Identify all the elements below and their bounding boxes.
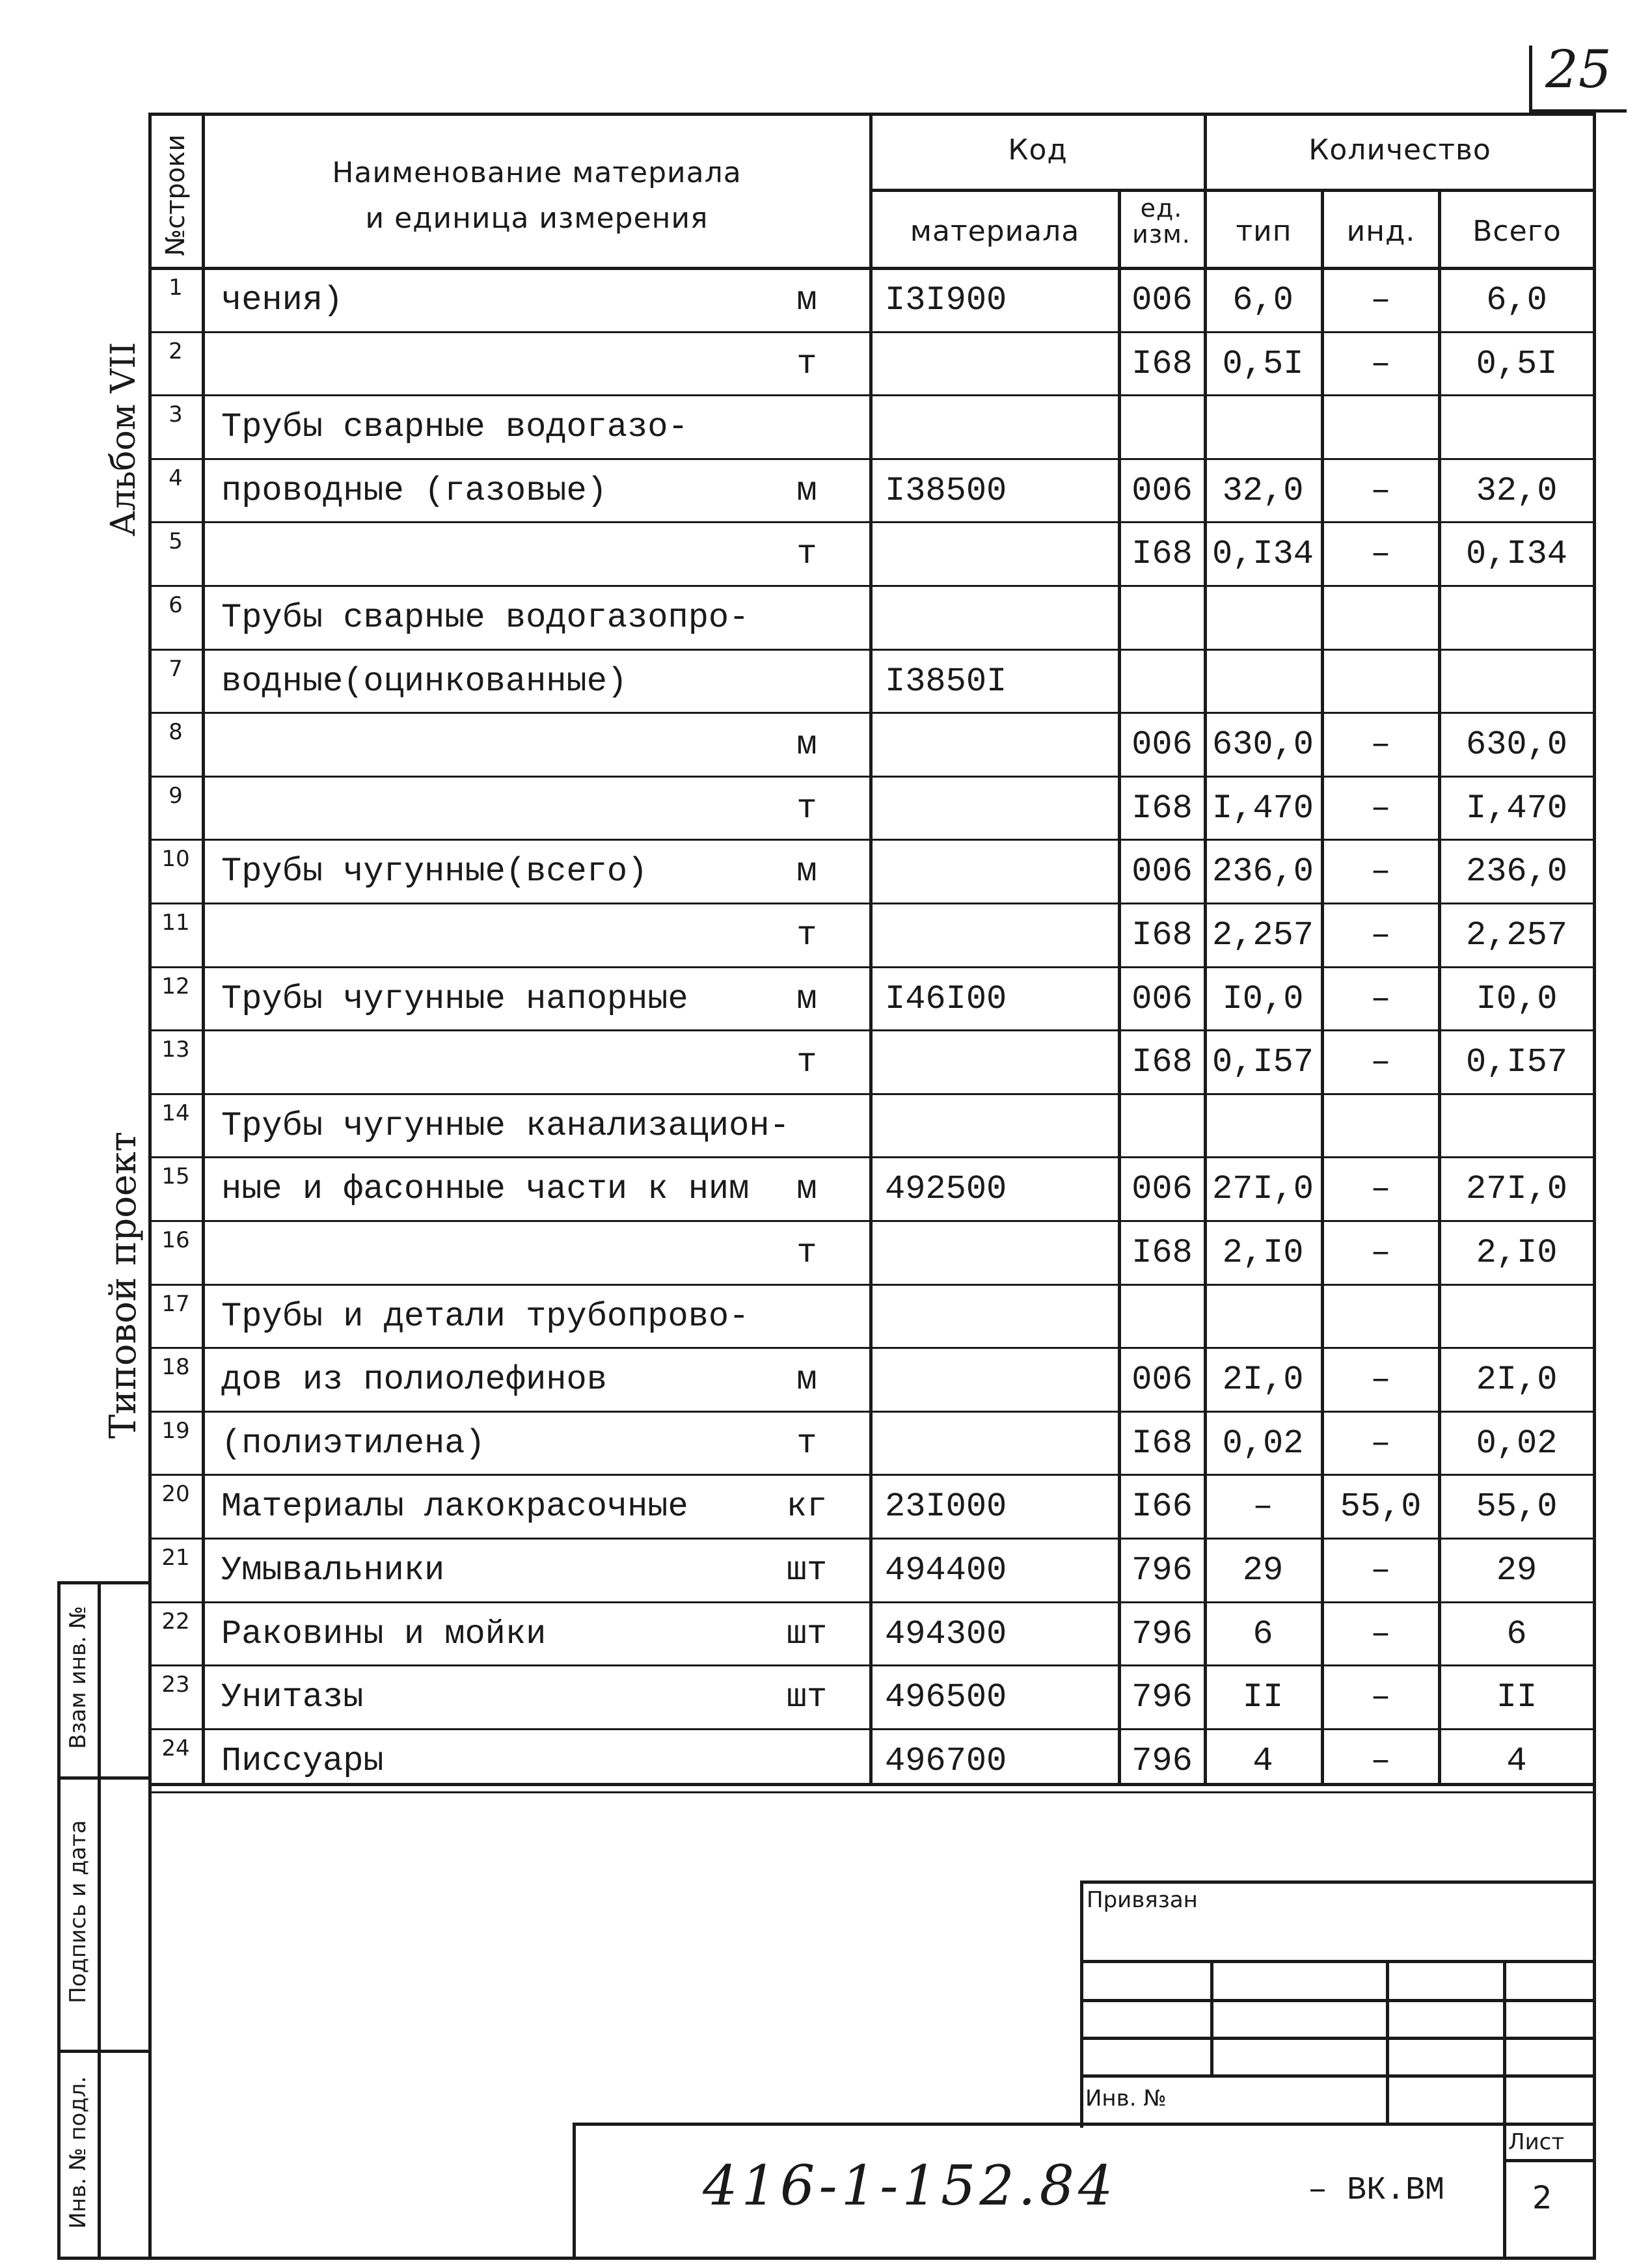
row-number: 9 [169,782,183,809]
material-code: I46I00 [885,979,1007,1018]
qty-ind: – [1370,1614,1391,1653]
material-name: Трубы чугунные напорные [221,979,688,1018]
qty-type: 0,02 [1222,1424,1304,1463]
unit-code: 006 [1131,1170,1193,1209]
stamp-doc-number: 416-1-152.84 [703,2154,1117,2218]
unit-code: I68 [1131,344,1193,383]
unit-code: 796 [1131,1678,1193,1717]
row-number: 4 [169,465,183,491]
row-number: 21 [161,1545,190,1571]
stamp-grid-h3 [1080,2037,1596,2040]
row-separator [148,712,1596,714]
material-code: 496700 [885,1741,1007,1780]
qty-ind: – [1370,852,1391,891]
row-number: 6 [169,592,183,618]
stamp-grid-h2 [1080,1999,1596,2002]
row-number: 11 [161,910,190,936]
unit-code: 796 [1131,1551,1193,1590]
qty-type: 29 [1242,1551,1284,1590]
qty-total: 6,0 [1486,281,1547,319]
unit-code: I68 [1131,916,1193,955]
stamp-title-top [573,2123,1596,2126]
material-name: Раковины и мойки [221,1614,547,1653]
qty-total: 27I,0 [1465,1170,1568,1209]
unit-code: 006 [1131,979,1193,1018]
material-code: 494400 [885,1551,1007,1590]
row-number: 5 [169,528,183,555]
stamp-title-left [573,2123,576,2260]
row-number: 17 [161,1290,190,1317]
unit-code: I68 [1131,789,1193,828]
qty-type: 6 [1253,1614,1273,1653]
stamp-doc-suffix: – ВК.ВМ [1308,2172,1445,2209]
material-unit: т [796,1043,817,1082]
qty-type: I0,0 [1222,979,1304,1018]
header-qty-ind: инд. [1346,215,1416,248]
qty-total: 2,I0 [1476,1234,1558,1272]
material-name: Писсуары [221,1741,384,1780]
side-label-project: Типовой проект [102,1131,144,1439]
qty-ind: – [1370,1234,1391,1272]
material-unit: т [796,1234,817,1272]
unit-code: 796 [1131,1741,1193,1780]
material-name: Материалы лакокрасочные [221,1487,688,1527]
row-separator [148,1538,1596,1540]
material-name: проводные (газовые) [221,471,607,510]
page-number-divider [1529,46,1532,111]
qty-type: 0,I34 [1212,535,1314,574]
material-code: I38500 [885,471,1007,510]
material-unit: т [796,344,817,383]
material-name: дов из полиолефинов [221,1361,607,1400]
material-code: 494300 [885,1614,1007,1653]
row-separator [148,585,1596,587]
qty-type: 32,0 [1222,471,1304,510]
material-unit: м [796,1170,817,1209]
row-number: 15 [161,1163,190,1190]
qty-ind: – [1370,1170,1391,1209]
row-separator [148,776,1596,778]
header-subrule [871,189,1596,192]
row-number: 24 [161,1735,190,1761]
row-separator [148,1411,1596,1413]
row-number: 10 [161,846,190,873]
qty-total: II [1496,1678,1537,1717]
header-name-line2: и единица измерения [365,202,709,235]
material-code: I3850I [885,662,1007,701]
row-separator [148,1156,1596,1158]
qty-type: 236,0 [1212,852,1314,891]
material-name: Трубы чугунные(всего) [221,852,648,891]
row-separator [148,521,1596,523]
unit-code: 796 [1131,1614,1193,1653]
stamp-grid-h1 [1080,1960,1596,1963]
qty-total: 2I,0 [1476,1361,1558,1400]
material-name: Трубы чугунные канализацион- [221,1106,790,1145]
unit-code: I68 [1131,1424,1193,1463]
stamp-grid-v2 [1386,1960,1389,2123]
left-stamp-label-vzam: Взам инв. № [65,1605,91,1750]
qty-ind: – [1370,789,1391,828]
row-separator [148,1728,1596,1730]
qty-type: 0,5I [1222,344,1304,383]
row-separator [148,1791,1596,1793]
table-body-bottom [148,1783,1596,1786]
table-right-border [1593,113,1596,2260]
qty-total: 0,I34 [1465,535,1568,574]
row-separator [148,903,1596,904]
material-code: 492500 [885,1170,1007,1209]
qty-type: 0,I57 [1212,1043,1314,1082]
material-name: водные(оцинкованные) [221,662,628,701]
row-separator [148,1474,1596,1476]
qty-type: 27I,0 [1212,1170,1314,1209]
row-number: 13 [161,1037,190,1063]
qty-total: 0,02 [1476,1424,1558,1463]
row-separator [148,1664,1596,1666]
material-unit: м [796,281,817,319]
qty-ind: 55,0 [1340,1487,1422,1527]
qty-total: 29 [1496,1551,1537,1590]
qty-ind: – [1370,471,1391,510]
stamp-sheet-value: 2 [1532,2180,1552,2216]
qty-total: 0,5I [1476,344,1558,383]
stamp-sheet-divider [1503,2159,1596,2162]
row-number: 12 [161,973,190,999]
material-unit: т [796,535,817,574]
qty-ind: – [1370,979,1391,1018]
stamp-grid-v1 [1210,1960,1213,2074]
qty-total: 630,0 [1465,726,1568,765]
qty-total: I,470 [1465,789,1568,828]
left-stamp-inner [98,1581,101,2260]
qty-type: 2I,0 [1222,1361,1304,1400]
unit-code: I68 [1131,1234,1193,1272]
qty-total: 4 [1506,1741,1527,1780]
unit-code: 006 [1131,1361,1193,1400]
material-unit: м [796,471,817,510]
row-separator [148,1347,1596,1349]
material-name: Трубы и детали трубопрово- [221,1297,750,1336]
qty-type: 6,0 [1232,281,1293,319]
material-unit: м [796,979,817,1018]
qty-ind: – [1370,1361,1391,1400]
material-unit: кг [786,1487,828,1527]
qty-type: 2,I0 [1222,1234,1304,1272]
qty-total: I0,0 [1476,979,1558,1018]
row-number: 2 [169,338,183,364]
row-separator [148,1093,1596,1095]
left-stamp-top [57,1581,148,1584]
header-code-unit: ед. изм. [1132,194,1191,249]
unit-code: 006 [1131,726,1193,765]
qty-ind: – [1370,1678,1391,1717]
table-bottom-border [59,2257,1596,2260]
qty-ind: – [1370,535,1391,574]
material-name: Умывальники [221,1551,445,1590]
material-name: (полиэтилена) [221,1424,485,1463]
header-name: Наименование материала [332,156,742,189]
row-separator [148,649,1596,651]
left-stamp-label-sign: Подпись и дата [65,1820,91,2003]
qty-type: 630,0 [1212,726,1314,765]
material-unit: м [796,1361,817,1400]
col-divider-rownum [202,113,205,1785]
row-separator [148,1220,1596,1222]
unit-code: 006 [1131,852,1193,891]
qty-total: 0,I57 [1465,1043,1568,1082]
material-name: чения) [221,281,344,319]
qty-type: 2,257 [1212,916,1314,955]
qty-ind: – [1370,1424,1391,1463]
material-unit: шт [786,1678,828,1717]
unit-code: I68 [1131,535,1193,574]
material-name: Трубы сварные водогазо- [221,408,688,447]
qty-total: 55,0 [1476,1487,1558,1527]
row-number: 22 [161,1608,190,1635]
row-separator [148,1284,1596,1286]
row-number: 19 [161,1417,190,1444]
row-separator [148,1601,1596,1603]
qty-total: 6 [1506,1614,1527,1653]
stamp-privyazan-top [1080,1880,1596,1884]
row-number: 16 [161,1227,190,1253]
qty-ind: – [1370,726,1391,765]
row-number: 7 [169,655,183,682]
qty-total: 2,257 [1465,916,1568,955]
unit-code: 006 [1131,471,1193,510]
row-number: 14 [161,1100,190,1126]
material-unit: т [796,916,817,955]
left-stamp-div1 [57,1776,148,1780]
material-name: ные и фасонные части к ним [221,1170,750,1209]
stamp-grid-h4 [1080,2074,1596,2078]
material-code: 23I000 [885,1487,1007,1527]
row-separator [148,394,1596,396]
qty-ind: – [1370,281,1391,319]
header-code-material: материала [910,215,1080,248]
header-row-no: №строки [161,134,191,256]
stamp-privyazan-left [1080,1880,1083,2128]
stamp-sheet-label: Лист [1508,2129,1565,2155]
row-number: 23 [161,1672,190,1698]
material-name: Трубы сварные водогазопро- [221,599,750,637]
material-unit: шт [786,1614,828,1653]
material-code: I3I900 [885,281,1007,319]
material-unit: шт [786,1551,828,1590]
left-stamp-label-invpodl: Инв. № подл. [65,2076,91,2229]
qty-ind: – [1370,1043,1391,1082]
row-number: 8 [169,719,183,746]
row-separator [148,1029,1596,1031]
material-unit: м [796,852,817,891]
row-number: 3 [169,401,183,428]
page-number: 25 [1545,39,1612,100]
col-divider-name [869,113,873,1785]
header-qty-total: Всего [1472,215,1562,248]
unit-code: 006 [1131,281,1193,319]
header-quantity: Количество [1308,133,1491,167]
qty-ind: – [1370,916,1391,955]
row-number: 1 [169,275,183,301]
stamp-privyazan-label: Привязан [1087,1887,1198,1913]
row-number: 20 [161,1481,190,1508]
qty-type: II [1242,1678,1284,1717]
qty-ind: – [1370,1551,1391,1590]
row-separator [148,966,1596,968]
material-unit: т [796,789,817,828]
material-name: Унитазы [221,1678,364,1717]
unit-code: I68 [1131,1043,1193,1082]
material-unit: м [796,726,817,765]
qty-total: 32,0 [1476,471,1558,510]
qty-type: I,470 [1212,789,1314,828]
stamp-grid-v3 [1503,1960,1506,2259]
header-code: Код [1008,133,1068,167]
stamp-inv-label: Инв. № [1085,2085,1167,2111]
row-separator [148,331,1596,333]
qty-total: 236,0 [1465,852,1568,891]
material-code: 496500 [885,1678,1007,1717]
qty-ind: – [1370,1741,1391,1780]
row-separator [148,839,1596,841]
qty-type: 4 [1253,1741,1273,1780]
qty-type: – [1253,1487,1273,1527]
qty-ind: – [1370,344,1391,383]
side-label-album: Альбом VII [104,342,143,537]
row-number: 18 [161,1354,190,1381]
unit-code: I66 [1131,1487,1193,1527]
material-unit: т [796,1424,817,1463]
header-qty-type: тип [1236,215,1292,248]
row-separator [148,458,1596,460]
